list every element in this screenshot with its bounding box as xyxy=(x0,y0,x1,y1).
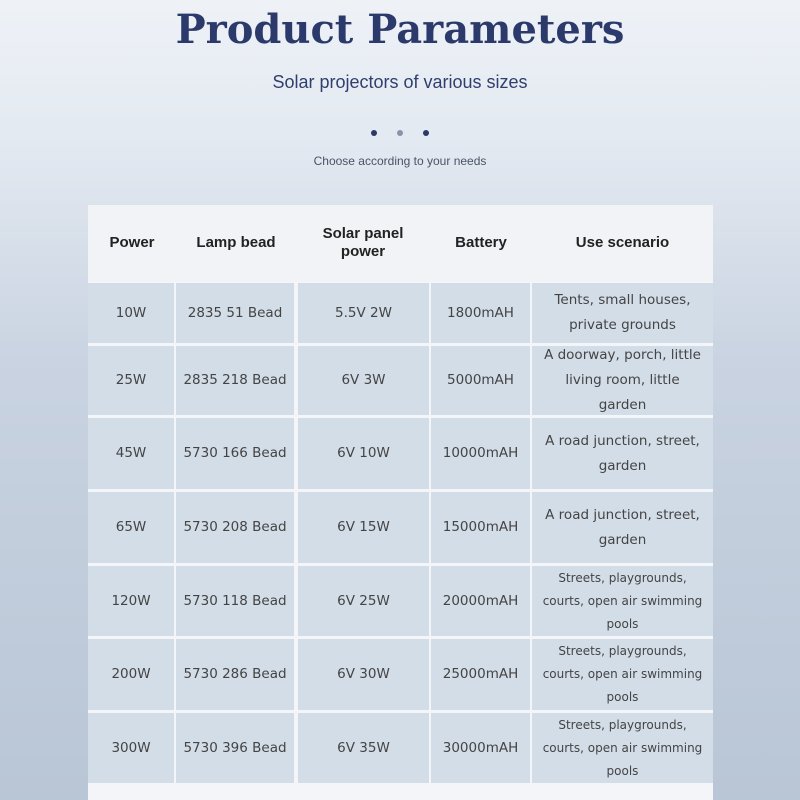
cell-solar-panel-power: 6V 3W xyxy=(298,346,429,415)
cell-lamp-bead: 5730 208 Bead xyxy=(176,492,294,563)
cell-battery: 15000mAH xyxy=(431,492,530,563)
column-header-use-scenario: Use scenario xyxy=(575,234,670,251)
cell-lamp-bead: 5730 286 Bead xyxy=(176,639,294,710)
dot-icon xyxy=(423,130,429,136)
cell-battery: 30000mAH xyxy=(431,713,530,783)
cell-power: 45W xyxy=(88,418,174,489)
cell-lamp-bead: 5730 166 Bead xyxy=(176,418,294,489)
dot-icon xyxy=(371,130,377,136)
table-row xyxy=(88,566,713,636)
cell-use-scenario: A road junction, street, garden xyxy=(532,492,713,563)
table-row xyxy=(88,639,713,710)
cell-solar-panel-power: 6V 25W xyxy=(298,566,429,636)
parameters-table xyxy=(88,205,713,800)
page-title: Product Parameters xyxy=(175,6,625,53)
cell-use-scenario: Streets, playgrounds, courts, open air swimming pools xyxy=(532,639,713,710)
cell-solar-panel-power: 6V 10W xyxy=(298,418,429,489)
cell-lamp-bead: 5730 396 Bead xyxy=(176,713,294,783)
column-header-battery: Battery xyxy=(455,234,507,251)
table-row xyxy=(88,283,713,343)
tagline: Choose according to your needs xyxy=(313,154,487,168)
column-header-lamp-bead: Lamp bead xyxy=(196,234,276,251)
table-row xyxy=(88,492,713,563)
cell-solar-panel-power: 6V 35W xyxy=(298,713,429,783)
cell-lamp-bead: 2835 51 Bead xyxy=(176,283,294,343)
column-header-solar-panel: Solar panel power xyxy=(322,225,404,260)
cell-power: 10W xyxy=(88,283,174,343)
carousel-dots xyxy=(0,122,800,132)
cell-use-scenario: Tents, small houses, private grounds xyxy=(532,283,713,343)
cell-use-scenario: Streets, playgrounds, courts, open air swimming pools xyxy=(532,566,713,636)
table-row xyxy=(88,713,713,783)
table-row xyxy=(88,346,713,415)
cell-power: 120W xyxy=(88,566,174,636)
cell-solar-panel-power: 5.5V 2W xyxy=(298,283,429,343)
cell-solar-panel-power: 6V 15W xyxy=(298,492,429,563)
cell-battery: 20000mAH xyxy=(431,566,530,636)
cell-use-scenario: Streets, playgrounds, courts, open air swimming pools xyxy=(532,713,713,783)
cell-battery: 1800mAH xyxy=(431,283,530,343)
cell-power: 25W xyxy=(88,346,174,415)
cell-battery: 10000mAH xyxy=(431,418,530,489)
column-header-power: Power xyxy=(109,234,155,251)
cell-power: 65W xyxy=(88,492,174,563)
cell-use-scenario: A road junction, street, garden xyxy=(532,418,713,489)
cell-lamp-bead: 2835 218 Bead xyxy=(176,346,294,415)
table-header xyxy=(88,205,713,281)
cell-use-scenario: A doorway, porch, little living room, little garden xyxy=(532,346,713,415)
dot-icon xyxy=(397,130,403,136)
page-subtitle: Solar projectors of various sizes xyxy=(272,72,528,92)
cell-battery: 25000mAH xyxy=(431,639,530,710)
cell-lamp-bead: 5730 118 Bead xyxy=(176,566,294,636)
cell-battery: 5000mAH xyxy=(431,346,530,415)
table-row xyxy=(88,418,713,489)
cell-solar-panel-power: 6V 30W xyxy=(298,639,429,710)
cell-power: 200W xyxy=(88,639,174,710)
cell-power: 300W xyxy=(88,713,174,783)
